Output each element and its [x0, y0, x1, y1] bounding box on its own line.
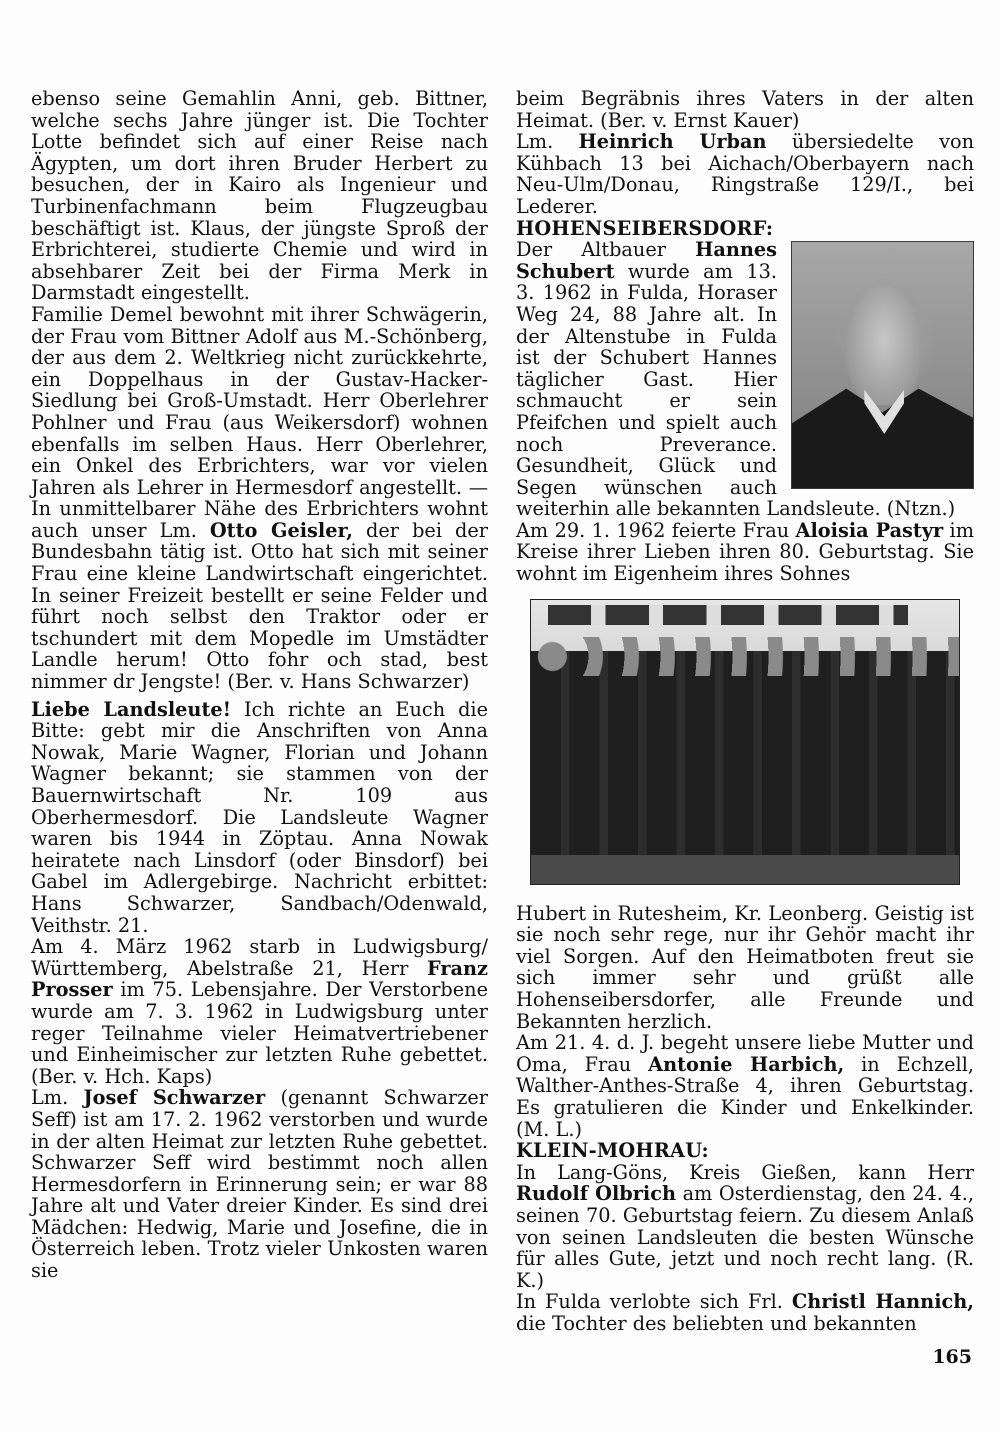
text-run: Hubert in Rutesheim, Kr. Leonberg. Geistig ist sie noch sehr rege, nur ihr Gehör macht ihr viel Sorgen. Auf den Heimatboten freut sie sich immer sehr und grüßt alle Hohenseibersdorfer, alle Freunde und Bekannten herzlich. [516, 901, 974, 1033]
group-photo-windows [548, 605, 908, 625]
bold-name: Christl Hannich, [791, 1290, 974, 1314]
bold-name: Heinrich Urban [578, 130, 767, 154]
group-photo-heads [531, 637, 959, 677]
bold-name: Liebe Landsleute! [31, 697, 232, 721]
text-run: am Osterdienstag, den 24. 4., seinen 70. Geburtstag feiern. Zu diesem Anlaß von seinen Landsleuten die besten Wünsche für alles Gute, jetzt und noch recht lang. (R. K.) [516, 1182, 974, 1292]
group-photo [530, 599, 960, 885]
paragraph-hannich-engagement [516, 1291, 974, 1334]
text-run: (genannt Schwarzer Seff) ist am 17. 2. 1962 verstorben und wurde in der alten Heimat zur letzten Ruhe gebettet. Schwarzer Seff wird bestimmt noch allen Hermesdorfern in Erinnerung sein; er war 88 Jahre alt und Vater dreier Kinder. Es sind drei Mädchen: Hedwig, Marie und Josefine, die in Österreich leben. Trotz vieler Unkosten waren sie [31, 1086, 488, 1283]
bold-name: Rudolf Olbrich [516, 1182, 676, 1206]
paragraph-urban-relocation [516, 131, 974, 217]
bold-name: Antonie Harbich, [648, 1052, 845, 1076]
bold-name: Otto Geisler, [209, 518, 353, 542]
text-run: beim Begräbnis ihres Vaters in der alten Heimat. (Ber. v. Ernst Kauer) [516, 87, 974, 132]
text-run: übersiedelte von Kühbach 13 bei Aichach/Oberbayern nach Neu-Ulm/Donau, Ringstraße 129/I., bei Lederer. [516, 130, 974, 218]
text-run: die Tochter des beliebten und bekannten [516, 1311, 917, 1335]
text-run: Lm. [31, 1086, 84, 1110]
bold-name: Hannes Schubert [516, 238, 777, 283]
left-column [31, 88, 488, 1282]
paragraph-obituary-prosser [31, 936, 488, 1087]
right-column [516, 88, 974, 1335]
text-run: Der Altbauer [516, 238, 696, 262]
paragraph-demel-family [31, 304, 488, 693]
text-run: wurde am 13. 3. 1962 in Fulda, Horaser Weg 24, 88 Jahre alt. In der Altenstube in Fulda ist der Schubert Hannes täglicher Gast. Hier schmaucht er sein Pfeifchen und spielt auch noch Preverance. Gesundheit, Glück und Segen wünschen auch weiterhin alle bekannten Landsleute. (Ntzn.) [516, 259, 956, 521]
text-run: Am 21. 4. d. J. begeht unsere liebe Mutter und Oma, Frau [516, 1031, 974, 1076]
portrait-photo [791, 241, 974, 489]
page-number: 165 [932, 1346, 972, 1368]
text-run: In Lang-Göns, Kreis Gießen, kann Herr [516, 1160, 974, 1184]
text-run: im 75. Lebensjahre. Der Verstorbene wurde am 7. 3. 1962 in Ludwigsburg unter reger Teilnahme vieler Heimatvertriebener und Einheimischer zur letzten Ruhe gebettet. (Ber. v. Hch. Kaps) [31, 978, 488, 1088]
portrait-face [846, 286, 922, 404]
group-photo-ground [531, 855, 959, 883]
bold-name: Aloisia Pastyr [795, 518, 944, 542]
paragraph-appeal-landsleute [31, 699, 488, 937]
paragraph-olbrich-birthday [516, 1162, 974, 1292]
text-run: Am 4. März 1962 starb in Ludwigsburg/ Württemberg, Abelstraße 21, Herr [31, 935, 488, 980]
text-run: ebenso seine Gemahlin Anni, geb. Bittner, welche sechs Jahre jünger ist. Die Tochter Lotte befindet sich auf einer Reise nach Ägypten, um dort ihren Bruder Herbert zu besuchen, der in Kairo als Ingenieur und Turbinenfachmann beim Flugzeugbau beschäftigt ist. Klaus, der jüngste Sproß der Erbrichterei, studierte Chemie und wird in absehbarer Zeit bei der Firma Merk in Darmstadt eingestellt. [31, 87, 488, 305]
paragraph-obituary-schwarzer [31, 1087, 488, 1281]
text-run: im Kreise ihrer Lieben ihren 80. Geburtstag. Sie wohnt im Eigenheim ihres Sohnes [516, 518, 974, 586]
paragraph-pastyr-continued [516, 903, 974, 1033]
text-run: Am 29. 1. 1962 feierte Frau [516, 518, 796, 542]
text-run: Ich richte an Euch die Bitte: gebt mir die Anschriften von Anna Nowak, Marie Wagner, Florian und Johann Wagner bekannt; sie stammen von der Bauernwirtschaft Nr. 109 aus Oberhermesdorf. Die Landsleute Wagner waren bis 1944 in Zöptau. Anna Nowak heiratete nach Linsdorf (oder Binsdorf) bei Gabel im Adlergebirge. Nachricht erbittet: Hans Schwarzer, Sandbach/Odenwald, Veithstr. 21. [31, 697, 489, 937]
paragraph-pastyr-birthday [516, 520, 974, 585]
bold-name: Franz Prosser [31, 956, 488, 1002]
text-run: Lm. [516, 130, 579, 154]
group-photo-people [531, 651, 959, 861]
text-run: der bei der Bundesbahn tätig ist. Otto hat sich mit seiner Frau eine kleine Landwirtschaft eingerichtet. In seiner Freizeit bestellt er seine Felder und führt noch selbst den Traktor oder er tschundert mit dem Mopedle im Umstädter Landle herum! Otto fohr och stad, best nimmer dr Jengste! (Ber. v. Hans Schwarzer) [31, 518, 489, 694]
text-run: Familie Demel bewohnt mit ihrer Schwägerin, der Frau vom Bittner Adolf aus M.-Schönberg, der aus dem 2. Weltkrieg nicht zurückkehrte, ein Doppelhaus in der Gustav-Hacker-Siedlung bei Groß-Umstadt. Herr Oberlehrer Pohlner und Frau (aus Weikersdorf) wohnen ebenfalls im selben Haus. Herr Oberlehrer, ein Onkel des Erbrichters, war vor vielen Jahren als Lehrer in Hermesdorf angestellt. — In unmittelbarer Nähe des Erbrichters wohnt auch unser Lm. [31, 302, 488, 542]
text-run: In Fulda verlobte sich Frl. [516, 1290, 792, 1314]
portrait-image [791, 241, 974, 489]
paragraph-burial-note [516, 88, 974, 131]
paragraph-harbich-birthday [516, 1032, 974, 1140]
text-run: in Echzell, Walther-Anthes-Straße 4, ihren Geburtstag. Es gratulieren die Kinder und Enkelkinder. (M. L.) [516, 1052, 975, 1141]
paragraph-bittner-family [31, 88, 488, 304]
section-heading-klein-mohrau: KLEIN-MOHRAU: [516, 1139, 709, 1163]
bold-name: Josef Schwarzer [83, 1086, 266, 1110]
section-heading-hohenseibersdorf: HOHENSEIBERSDORF: [516, 216, 774, 240]
